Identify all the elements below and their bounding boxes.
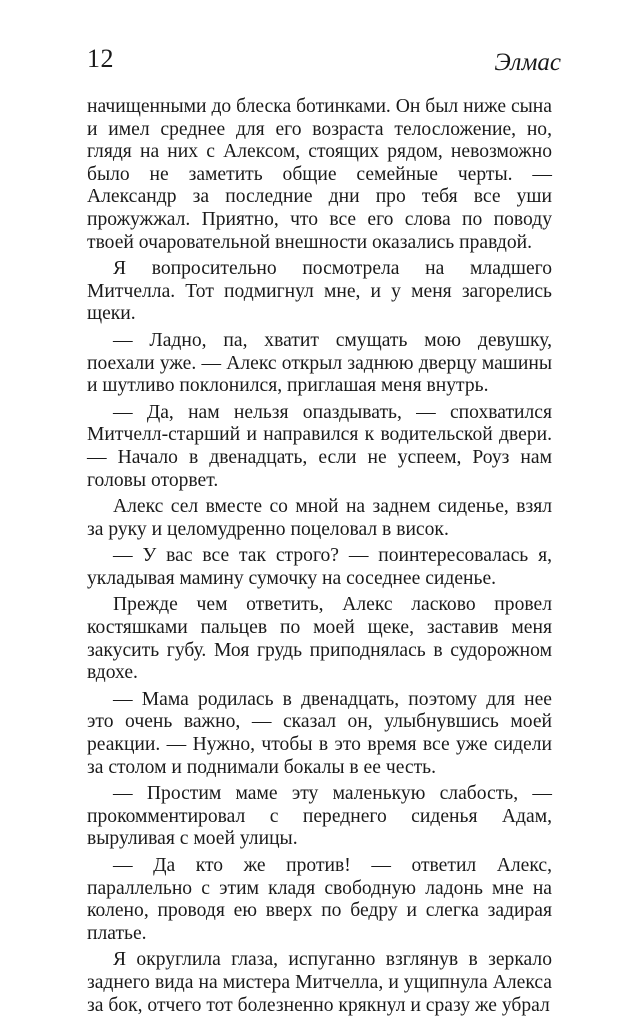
- paragraph: — Мама родилась в двенадцать, поэтому для нее это очень важно, — сказал он, улыбнувшись моей реакции. — Нужно, чтобы в это время все уже сидели за столом и поднимали бокалы в ее честь.: [87, 688, 552, 778]
- paragraph: Алекс сел вместе со мной на заднем сиденье, взял за руку и целомудренно поцеловал в висок.: [87, 496, 552, 540]
- paragraph: — Ладно, па, хватит смущать мою девушку, поехали уже. — Алекс открыл заднюю дверцу машины и шутливо поклонился, приглашая меня внутрь.: [87, 329, 552, 397]
- paragraph: Я округлила глаза, испуганно взглянув в зеркало заднего вида на мистера Митчелла, и ущипнула Алекса за бок, отчего тот болезненно крякнул и сразу же убрал: [87, 949, 552, 1016]
- page-number: 12: [87, 44, 114, 73]
- body-text: [87, 96, 552, 1017]
- paragraph: начищенными до блеска ботинками. Он был ниже сына и имел среднее для его возраста телосложение, но, глядя на них с Алексом, стоящих рядом, невозможно было не заметить общие семейные черты. — Александр за последние дни про тебя все уши прожужжал. Приятно, что все его слова по поводу твоей очаровательной внешности оказались правдой.: [87, 96, 552, 253]
- paragraph: — Да, нам нельзя опаздывать, — спохватился Митчелл-старший и направился к водительской двери. — Начало в двенадцать, если не успеем, Роуз нам головы оторвет.: [87, 401, 552, 491]
- paragraph: Прежде чем ответить, Алекс ласково провел костяшками пальцев по моей щеке, заставив меня закусить губу. Моя грудь приподнялась в судорожном вдохе.: [87, 594, 552, 684]
- paragraph: Я вопросительно посмотрела на младшего Митчелла. Тот подмигнул мне, и у меня загорелись щеки.: [87, 258, 552, 325]
- paragraph: — Простим маме эту маленькую слабость, — прокомментировал с переднего сиденья Адам, выруливая с моей улицы.: [87, 783, 552, 850]
- running-header-title: Элмас: [494, 49, 561, 76]
- paragraph: — Да кто же против! — ответил Алекс, параллельно с этим кладя свободную ладонь мне на колено, проводя ею вверх по бедру и слегка задирая платье.: [87, 855, 552, 944]
- paragraph: — У вас все так строго? — поинтересовалась я, укладывая мамину сумочку на соседнее сиденье.: [87, 545, 552, 589]
